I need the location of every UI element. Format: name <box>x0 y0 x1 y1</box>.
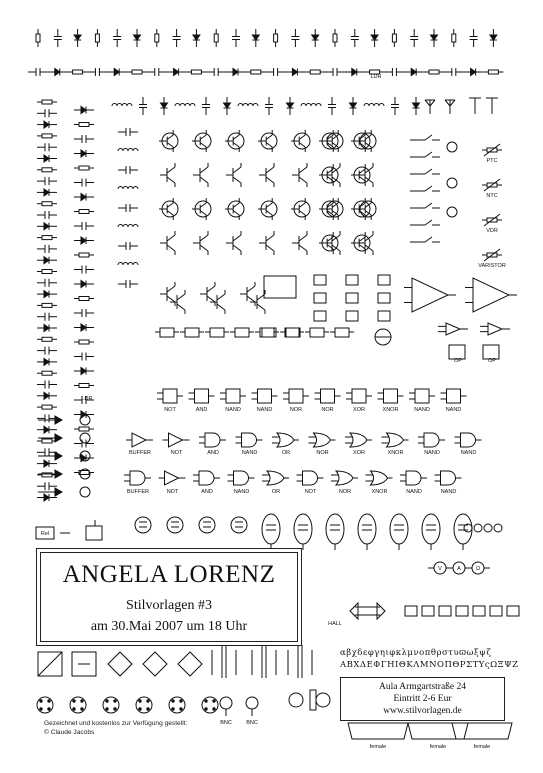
meter-1: A <box>457 566 461 572</box>
op-label-1: OP <box>488 358 496 364</box>
credit-line: Gezeichnet und kostenlos zur Verfügung gestellt: <box>44 720 188 727</box>
gate-label-r3-3: NAND <box>233 489 250 495</box>
title-card <box>36 548 302 646</box>
gate-label-r1-8: NAND <box>414 407 430 413</box>
gate-label-r3-7: XNOR <box>371 489 388 495</box>
relay-label: Rel <box>40 531 50 537</box>
dsub-label-0: female <box>369 744 387 750</box>
copyright-line: © Claude Jacobs <box>44 729 95 736</box>
gate-label-r1-2: NAND <box>225 407 241 413</box>
gate-label-r1-0: NOT <box>164 407 176 413</box>
ldr-label-left: LDR <box>81 396 93 402</box>
op-label-0: OP <box>454 358 462 364</box>
admission-price: Eintritt 2-6 Eur <box>393 694 452 704</box>
sensor-label-3: VARISTOR <box>478 263 506 269</box>
venue-card <box>340 677 505 721</box>
sensor-label-1: NTC <box>486 193 498 199</box>
gate-label-r3-6: NOR <box>338 489 352 495</box>
exhibition-title: Stilvorlagen #3 <box>126 598 212 613</box>
artist-name: ANGELA LORENZ <box>62 561 276 588</box>
gate-label-r1-7: XNOR <box>382 407 399 413</box>
ldr-label-top: LDR <box>370 74 382 80</box>
venue-address: Aula Armgartstraße 24 <box>378 682 467 692</box>
gate-label-r3-9: NAND <box>440 489 457 495</box>
dsub-label-2: female <box>473 744 491 750</box>
meter-0: V <box>438 566 442 572</box>
gate-label-r2-4: OR <box>281 450 291 456</box>
gate-label-r3-1: NOT <box>166 489 179 495</box>
gate-label-r3-8: NAND <box>406 489 422 495</box>
gate-label-r2-7: XNOR <box>387 450 404 456</box>
greek-lowercase: αβχδεφγηιφκλμνοπθρστυϖωξψζ <box>340 648 492 658</box>
sensor-label-0: PTC <box>486 158 498 164</box>
gate-label-r2-2: AND <box>207 450 219 456</box>
gate-label-r2-8: NAND <box>424 450 440 456</box>
event-date: am 30.Mai 2007 um 18 Uhr <box>90 619 248 634</box>
gate-label-r1-5: NOR <box>321 407 334 413</box>
meter-2: Ω <box>475 566 481 572</box>
gate-label-r2-1: NOT <box>170 450 183 456</box>
bnc-label-0: BNC <box>220 720 232 726</box>
gate-label-r1-6: XOR <box>353 407 365 413</box>
bnc-label-1: BNC <box>246 720 258 726</box>
hall-label: HALL <box>328 621 342 627</box>
dsub-label-1: female <box>429 744 447 750</box>
gate-label-r2-6: XOR <box>353 450 365 456</box>
gate-label-r3-4: OR <box>271 489 281 495</box>
gate-label-r1-1: AND <box>195 407 208 413</box>
gate-label-r2-3: NAND <box>241 450 258 456</box>
website-url: www.stilvorlagen.de <box>383 706 462 716</box>
gate-label-r2-5: NOR <box>316 450 329 456</box>
gate-label-r3-0: BUFFER <box>127 489 149 495</box>
gate-label-r2-9: NAND <box>460 450 477 456</box>
gate-label-r2-0: BUFFER <box>129 450 151 456</box>
gate-label-r1-4: NOR <box>289 407 303 413</box>
gate-label-r1-9: NAND <box>445 407 462 413</box>
sensor-label-2: VDR <box>486 228 498 234</box>
gate-label-r3-2: AND <box>201 489 213 495</box>
gate-label-r1-3: NAND <box>256 407 273 413</box>
greek-uppercase: ΑΒΧΔΕΦΓΗΙΘΚΛΜΝΟΠΘΡΣΤΥςΩΞΨΖ <box>340 660 519 670</box>
gate-label-r3-5: NOT <box>304 489 317 495</box>
